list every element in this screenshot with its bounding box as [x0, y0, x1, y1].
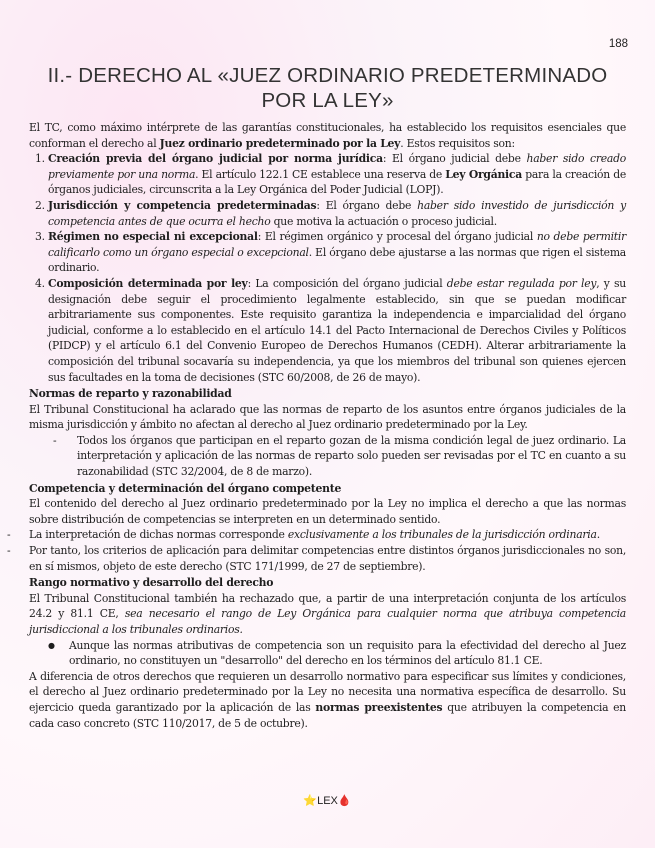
title-line-2: POR LA LEY» [261, 89, 394, 112]
requisito-4 [48, 276, 626, 385]
requisito-text: para la creación de órganos judiciales, circunscrita a la Ley Orgánica del Poder Judicial (LOPJ). [48, 167, 627, 197]
list-item: ● Aunque las normas atributivas de competencia son un requisito para la efectividad del derecho al Juez ordinario, no constituyen un "desarrollo" del derecho en los términos del artículo 81.1 CE. [69, 638, 626, 669]
requisito-1 [48, 151, 626, 198]
section-heading-rango: Rango normativo y desarrollo del derecho [29, 576, 274, 590]
footer-label: LEX [317, 795, 338, 807]
requisito-italic: no debe permitir calificarlo como un órgano especial o excepcional [48, 230, 626, 259]
closing-paragraph [29, 669, 626, 731]
rango-italic: sea necesario el rango de Ley Orgánica para cualquier norma que atribuya competencia jurisdiccional a los tribunales ordinarios. [29, 607, 626, 636]
requisito-text: . El artículo 122.1 CE establece una reserva de [195, 167, 446, 181]
requisito-text: : El órgano judicial debe [382, 152, 527, 166]
star-icon: ⭐ [303, 795, 318, 807]
competencia-list [29, 527, 626, 574]
requisito-italic: haber sido investido de jurisdicción y competencia antes de que ocurra el hecho [48, 198, 626, 228]
closing-text: A diferencia de otros derechos que requieren un desarrollo normativo para especificar sus límites y condiciones, el derecho al Juez ordinario predeterminado por la Ley no necesita una normativa específica de desarrollo. Su ejercicio queda garantizado por la aplicación de las [29, 669, 626, 714]
intro-bold: Juez ordinario predeterminado por la Ley [159, 136, 401, 150]
requisito-text: , y su designación debe seguir el procedimiento legalmente establecido, sin que se puedan modificar arbitrariamente sus componentes. Este requisito garantiza la independencia e imparcialidad del órgano judicial, conforme a lo establecido en el artículo 14.1 del Pacto Internacional de Derechos Civiles y Políticos (PIDCP) y el artículo 6.1 del Convenio Europeo de Derechos Humanos (CEDH). Alterar arbitrariamente la composición del tribunal socavaría su independencia, ya que los miembros del tribunal son quienes ejercen sus facultades en la toma de decisiones (STC 60/2008, de 26 de mayo). [48, 276, 627, 384]
item-italic: exclusivamente a los tribunales de la jurisdicción ordinaria [287, 528, 597, 542]
page-title [30, 63, 625, 113]
requisito-text: : El órgano debe [316, 198, 418, 212]
rango-list [29, 638, 626, 669]
intro-text: El TC, como máximo intérprete de las garantías constitucionales, ha establecido los requisitos esenciales que conforman el derecho al [29, 121, 626, 150]
rango-text: El Tribunal Constitucional también ha rechazado que, a partir de una interpretación conjunta de los artículos 24.2 y 81.1 CE, [29, 591, 626, 621]
closing-text-end: que atribuyen la competencia en cada caso concreto (STC 110/2017, de 5 de octubre). [29, 700, 626, 730]
requisito-title: Creación previa del órgano judicial por norma jurídica [48, 152, 383, 166]
requisito-text: : La composición del órgano judicial [247, 276, 447, 290]
requisito-text: que motiva la actuación o proceso judicial. [270, 214, 497, 228]
item-text: La interpretación de dichas normas corresponde [29, 528, 288, 542]
requisitos-list [29, 151, 626, 385]
requisito-italic: haber sido creado previamente por una norma [48, 152, 626, 181]
intro-paragraph [29, 120, 626, 151]
list-item: - Por tanto, los criterios de aplicación para delimitar competencias entre distintos órganos jurisdiccionales no son, en sí mismos, objeto de este derecho (STC 171/1999, de 27 de septiembre). [29, 543, 626, 574]
closing-bold: normas preexistentes [315, 700, 443, 714]
list-item: - Todos los órganos que participan en el reparto gozan de la misma condición legal de juez ordinario. La interpretación y aplicación de las normas de reparto solo pueden ser revisadas por el TC en cuanto a su razonabilidad (STC 32/2004, de 8 de marzo). [77, 433, 626, 480]
requisito-text: : El régimen orgánico y procesal del órgano judicial [257, 230, 537, 244]
requisito-italic: debe estar regulada por ley [446, 276, 597, 290]
title-line-1: II.- DERECHO AL «JUEZ ORDINARIO PREDETERMINADO [47, 64, 608, 87]
competencia-paragraph: El contenido del derecho al Juez ordinario predeterminado por la Ley no implica el derecho a que las normas sobre distribución de competencias se interpreten en un determinado sentido. [29, 497, 626, 526]
requisito-title: Jurisdicción y competencia predeterminadas [48, 198, 317, 212]
reparto-paragraph: El Tribunal Constitucional ha aclarado que las normas de reparto de los asuntos entre órganos judiciales de la misma jurisdicción y ámbito no afectan al derecho al Juez ordinario predeterminado por la Ley. [29, 402, 626, 432]
requisito-bold: Ley Orgánica [445, 167, 522, 181]
requisito-3 [48, 229, 626, 276]
requisito-title: Régimen no especial ni excepcional [48, 230, 258, 244]
requisito-2 [48, 198, 626, 229]
footer-logo [0, 794, 655, 807]
section-heading-reparto: Normas de reparto y razonabilidad [29, 387, 232, 401]
requisito-text: . El órgano debe ajustarse a las normas que rigen el sistema ordinario. [48, 245, 626, 275]
requisito-title: Composición determinada por ley [48, 276, 248, 290]
reparto-list [29, 433, 626, 480]
item-end: . [596, 528, 600, 542]
drop-icon: 🩸 [337, 795, 352, 807]
rango-paragraph [29, 591, 626, 638]
list-item [29, 527, 626, 543]
intro-text-end: . Estos requisitos son: [400, 136, 515, 150]
document-body [29, 120, 626, 731]
section-heading-competencia: Competencia y determinación del órgano competente [29, 481, 342, 495]
page-number: 188 [608, 38, 628, 50]
